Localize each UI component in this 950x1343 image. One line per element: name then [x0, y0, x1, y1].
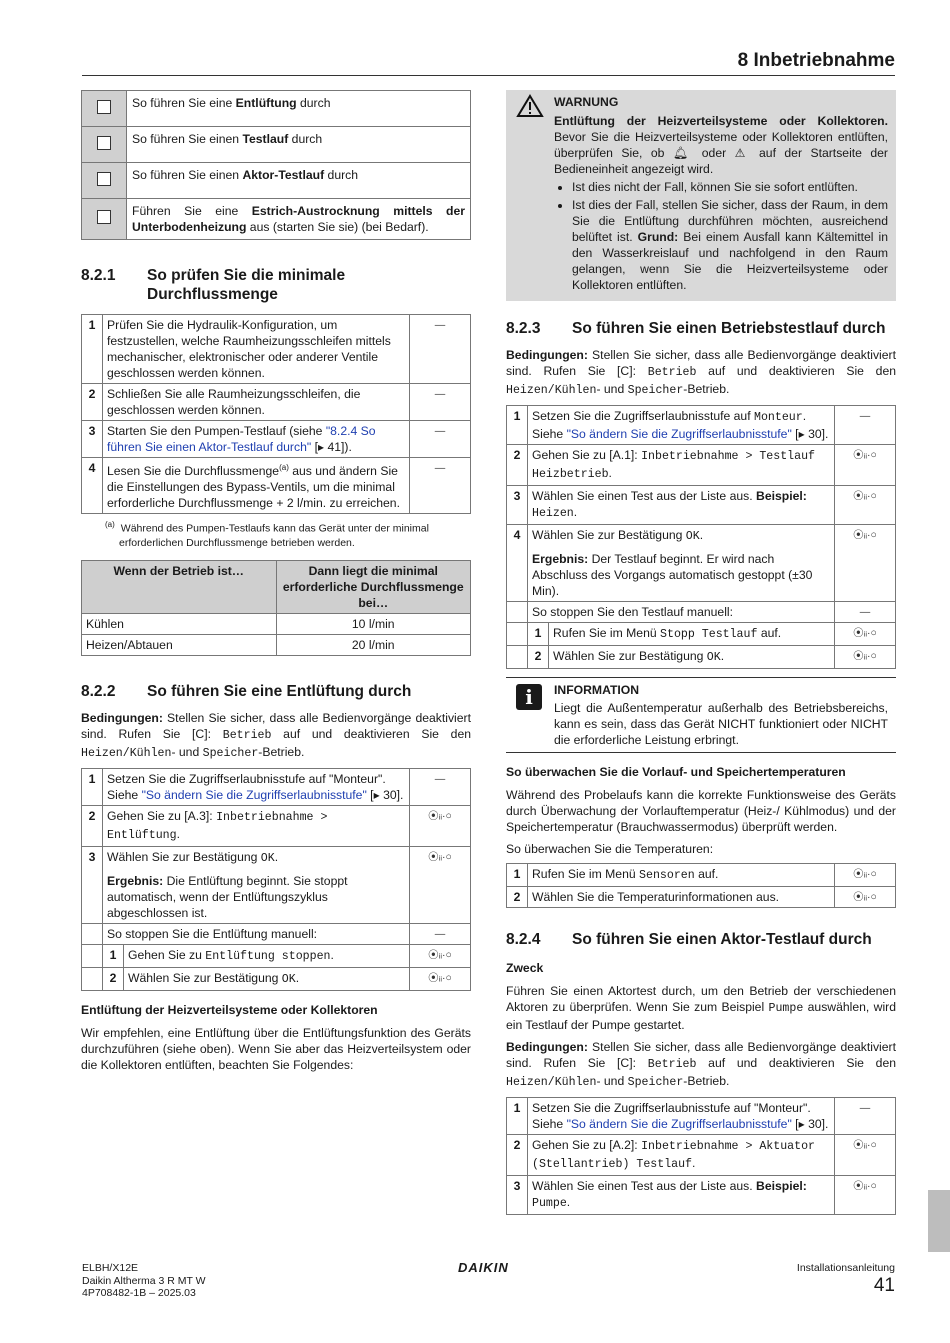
dial-icon: ⦿ᵢᵢ·○: [835, 623, 896, 646]
brand-logo: DAIKIN: [458, 1260, 509, 1275]
section-heading-824: 8.2.4 So führen Sie einen Aktor-Testlauf durch: [506, 931, 872, 948]
dial-icon: ⦿ᵢᵢ·○: [410, 967, 471, 990]
checklist-row: So führen Sie eine Entlüftung durch: [82, 91, 471, 127]
section-heading-821: 8.2.1 So prüfen Sie die minimale Durchflussmenge: [81, 267, 346, 303]
operation-test-steps: 1 Setzen Sie die Zugriffserlaubnisstufe auf Monteur. Siehe "So ändern Sie die Zugriffserlaubnisstufe" [▸ 30]. — 2 Gehen Sie zu [A.1]: Inbetriebnahme > Testlauf Heizbetrieb. ⦿ᵢᵢ·○ 3 Wählen Sie einen Test aus der Liste aus. Beispiel: Heizen. ⦿ᵢᵢ·○ 4 Wählen Sie zur Bestätigung OK. Ergebnis: Der Testlauf beginnt. Er wird nach Abschluss des Vorgangs automatisch gestoppt (±30 Min). ⦿ᵢᵢ·○ So stoppen Sie den Testlauf manuell: — 1 Rufen Sie im Menü Stopp Testlauf auf. ⦿ᵢᵢ·○ 2 Wählen Sie zur Bestätigung OK. ⦿ᵢᵢ·○: [506, 405, 896, 669]
checkbox[interactable]: [97, 136, 111, 150]
right-column: WARNUNG Entlüftung der Heizverteilsysteme oder Kollektoren. Bevor Sie die Heizverteilsysteme oder Kollektoren entlüften, überprüfen Sie, ob 🔔︎ oder ⚠︎ auf der Startseite der Bedieneinheit angezeigt wird. • Ist dies nicht der Fall, können Sie sie sofort entlüften. • Ist dies der Fall, stellen Sie sicher, dass der Raum, in dem Sie die Entlüftung durchführen möchten, ausreichend belüftet ist. Grund: Bei einem Ausfall kann Kältemittel in den Wasserkreislauf und nachfolgend in den Raum gelangen, wenn Sie die Heizverteilsysteme oder Kollektoren entlüften. 8.2.3 So führen Sie einen Betriebstestlauf durch Bedingungen: Stellen Sie sicher, dass alle Bedienvorgänge deaktiviert sind. Rufen Sie [C]: Betrieb auf und deaktivieren Sie den Heizen/Kühlen- und Speicher-Betrieb. 1 Setzen Sie die Zugriffserlaubnisstufe auf Monteur. Siehe "So ändern Sie die Zugriffserlaubnisstufe" [▸ 30]. — 2 Gehen Sie zu [A.1]: Inbetriebnahme > Testlauf Heizbetrieb. ⦿ᵢᵢ·○ 3 Wählen Sie einen Test aus der Liste aus. Beispiel: Heizen. ⦿ᵢᵢ·○ 4 Wählen Sie zur Bestätigung OK. Ergebnis: Der Testlauf beginnt. Er wird nach Abschluss des Vorgangs automatisch gestoppt (±30 Min). ⦿ᵢᵢ·○ So stoppen Sie den Testlauf manuell: — 1 Rufen Sie im Menü Stopp Testlauf auf. ⦿ᵢᵢ·○ 2 Wählen Sie zur Bestätigung OK. ⦿ᵢᵢ·○ i INFORMATION Liegt die Außentemperatur außerhalb des Betriebsbereichs, kann es sein, dass das Gerät NICHT funktioniert oder NICHT die erforderliche Leistung erbringt. So überwachen Sie die Vorlauf- und Speichertemperaturen Während des Probelaufs kann die korrekte Funktionsweise des Geräts durch Überwachung der Vorlauftemperatur (Heiz-/ Kühlmodus) und der Speichertemperatur (Brauchwassermodus) überprüft werden. So überwachen Sie die Temperaturen: 1 Rufen Sie im Menü Sensoren auf. ⦿ᵢᵢ·○ 2 Wählen Sie die Temperaturinformationen aus. ⦿ᵢᵢ·○ 8.2.4 So führen Sie einen Aktor-Testlauf durch Zweck Führen Sie einen Aktortest durch, um den Betrieb der verschiedenen Aktoren zu überprüfen. Wenn Sie zum Beispiel Pumpe auswählen, wird ein Testlauf der Pumpe gestartet. Bedingungen: Stellen Sie sicher, dass alle Bedienvorgänge deaktiviert sind. Rufen Sie [C]: Betrieb auf und deaktivieren Sie den Heizen/Kühlen- und Speicher-Betrieb. 1 Setzen Sie die Zugriffserlaubnisstufe auf "Monteur". Siehe "So ändern Sie die Zugriffserlaubnisstufe" [▸ 30]. — 2 Gehen Sie zu [A.2]: Inbetriebnahme > Aktuator (Stellantrieb) Testlauf. ⦿ᵢᵢ·○ 3 Wählen Sie einen Test aus der Liste aus. Beispiel: Pumpe. ⦿ᵢᵢ·○: [506, 90, 896, 1215]
venting-steps: 1 Setzen Sie die Zugriffserlaubnisstufe auf "Monteur". Siehe "So ändern Sie die Zugriffserlaubnisstufe" [▸ 30]. — 2 Gehen Sie zu [A.3]: Inbetriebnahme > Entlüftung. ⦿ᵢᵢ·○ 3 Wählen Sie zur Bestätigung OK. Ergebnis: Die Entlüftung beginnt. Sie stoppt automatisch, wenn der Entlüftungszyklus abgeschlossen ist. ⦿ᵢᵢ·○ So stoppen Sie die Entlüftung manuell: — 1 Gehen Sie zu Entlüftung stoppen. ⦿ᵢᵢ·○ 2 Wählen Sie zur Bestätigung OK. ⦿ᵢᵢ·○: [81, 768, 471, 991]
section-heading-823: 8.2.3 So führen Sie einen Betriebstestlauf durch: [506, 320, 886, 337]
section-heading-822: 8.2.2 So führen Sie eine Entlüftung durch: [81, 682, 412, 700]
subheading-venting: Entlüftung der Heizverteilsysteme oder Kollektoren: [81, 1002, 378, 1017]
warning-box: WARNUNG Entlüftung der Heizverteilsysteme oder Kollektoren. Bevor Sie die Heizverteilsysteme oder Kollektoren entlüften, überprüfen Sie, ob 🔔︎ oder ⚠︎ auf der Startseite der Bedieneinheit angezeigt wird. • Ist dies nicht der Fall, können Sie sie sofort entlüften. • Ist dies der Fall, stellen Sie sicher, dass der Raum, in dem Sie die Entlüftung durchführen möchten, ausreichend belüftet ist. Grund: Bei einem Ausfall kann Kältemittel in den Wasserkreislauf und nachfolgend in den Raum gelangen, wenn Sie die Heizverteilsysteme oder Kollektoren entlüften.: [506, 90, 896, 301]
step-row: 1 Setzen Sie die Zugriffserlaubnisstufe auf "Monteur". Siehe "So ändern Sie die Zugriffserlaubnisstufe" [▸ 30]. —: [82, 768, 471, 805]
page-edge-tab: [928, 1190, 950, 1252]
checklist-row: So führen Sie einen Aktor-Testlauf durch: [82, 163, 471, 199]
conditions-text: Bedingungen: Stellen Sie sicher, dass alle Bedienvorgänge deaktiviert sind. Rufen Sie [C]: Betrieb auf und deaktivieren Sie den Heizen/Kühlen- und Speicher-Betrieb.: [506, 1040, 896, 1089]
subheading-temperatures: So überwachen Sie die Vorlauf- und Speichertemperaturen: [506, 765, 846, 779]
flow-row: Kühlen 10 l/min: [82, 613, 471, 634]
footnote: $^{(a)}$ Während des Pumpen-Testlaufs kann das Gerät unter der minimal erforderlichen Durchflussmenge betrieben werden.: [105, 520, 429, 549]
dial-icon: ⦿ᵢᵢ·○: [835, 525, 896, 602]
dial-icon: ⦿ᵢᵢ·○: [835, 646, 896, 669]
temperature-steps: 1 Rufen Sie im Menü Sensoren auf. ⦿ᵢᵢ·○ 2 Wählen Sie die Temperaturinformationen aus. ⦿ᵢᵢ·○: [506, 863, 896, 908]
conditions-text: Bedingungen: Stellen Sie sicher, dass alle Bedienvorgänge deaktiviert sind. Rufen Sie [C]: Betrieb auf und deaktivieren Sie den Heizen/Kühlen- und Speicher-Betrieb.: [506, 348, 896, 397]
dial-icon: ⦿ᵢᵢ·○: [410, 846, 471, 923]
dial-icon: ⦿ᵢᵢ·○: [835, 864, 896, 887]
conditions-text: Bedingungen: Stellen Sie sicher, dass alle Bedienvorgänge deaktiviert sind. Rufen Sie [C]: Betrieb auf und deaktivieren Sie den Heizen/Kühlen- und Speicher-Betrieb.: [81, 710, 471, 760]
header-rule: [82, 75, 895, 76]
dial-icon: ⦿ᵢᵢ·○: [835, 486, 896, 525]
checklist-table: [81, 90, 471, 240]
step-row: 3 Starten Sie den Pumpen-Testlauf (siehe "8.2.4 So führen Sie einen Aktor-Testlauf durch" [▸ 41]). —: [82, 421, 471, 458]
step-row: 1 Prüfen Sie die Hydraulik-Konfiguration, um festzustellen, welche Raumheizungsschleifen mittels mechanischer, elektronischer oder anderer Ventile geschlossen werden können. —: [82, 315, 471, 384]
dial-icon: ⦿ᵢᵢ·○: [835, 887, 896, 908]
flow-table: Wenn der Betrieb ist… Dann liegt die minimal erforderliche Durchflussmenge bei… Kühlen 10 l/min Heizen/Abtauen 20 l/min: [81, 560, 471, 656]
cross-reference-link[interactable]: "So ändern Sie die Zugriffserlaubnisstufe": [566, 1117, 792, 1131]
step-row: 2 Schließen Sie alle Raumheizungsschleifen, die geschlossen werden können. —: [82, 384, 471, 421]
footer-info: ELBH/X12E Daikin Altherma 3 R MT W 4P708482-1B – 2025.03: [82, 1262, 206, 1299]
step-row: 2 Gehen Sie zu [A.3]: Inbetriebnahme > Entlüftung. ⦿ᵢᵢ·○: [82, 805, 471, 846]
information-box: i INFORMATION Liegt die Außentemperatur außerhalb des Betriebsbereichs, kann es sein, dass das Gerät NICHT funktioniert oder NICHT die erforderliche Leistung erbringt.: [506, 677, 896, 753]
checkbox[interactable]: [97, 172, 111, 186]
left-column: [81, 90, 471, 1079]
manual-type: Installationsanleitung: [796, 1262, 895, 1274]
info-icon: i: [516, 684, 542, 710]
cross-reference-link[interactable]: "So ändern Sie die Zugriffserlaubnisstufe": [566, 427, 792, 441]
dial-icon: ⦿ᵢᵢ·○: [410, 805, 471, 846]
chapter-title: 8 Inbetriebnahme: [737, 50, 895, 71]
warning-bullet: • Ist dies nicht der Fall, können Sie sie sofort entlüften.: [572, 179, 888, 195]
dial-icon: ⦿ᵢᵢ·○: [835, 445, 896, 486]
dial-icon: ⦿ᵢᵢ·○: [835, 1135, 896, 1176]
dial-icon: ⦿ᵢᵢ·○: [835, 1176, 896, 1215]
dial-icon: ⦿ᵢᵢ·○: [410, 944, 471, 967]
warning-icon: [516, 94, 544, 122]
cross-reference-link[interactable]: "8.2.4 So führen Sie einen Aktor-Testlauf durch": [107, 424, 376, 454]
step-row: 3 Wählen Sie zur Bestätigung OK. Ergebnis: Die Entlüftung beginnt. Sie stoppt automatisch, wenn der Entlüftungszyklus abgeschlossen ist. ⦿ᵢᵢ·○: [82, 846, 471, 923]
checkbox[interactable]: [97, 100, 111, 114]
actuator-test-steps: 1 Setzen Sie die Zugriffserlaubnisstufe auf "Monteur". Siehe "So ändern Sie die Zugriffserlaubnisstufe" [▸ 30]. — 2 Gehen Sie zu [A.2]: Inbetriebnahme > Aktuator (Stellantrieb) Testlauf. ⦿ᵢᵢ·○ 3 Wählen Sie einen Test aus der Liste aus. Beispiel: Pumpe. ⦿ᵢᵢ·○: [506, 1097, 896, 1215]
venting-body: Wir empfehlen, eine Entlüftung über die Entlüftungsfunktion des Geräts durchzuführen (siehe oben). Wenn Sie aber das Heizverteilsystem oder die Kollektoren entlüften, beachten Sie Folgendes:: [81, 1025, 471, 1072]
page-number: 41: [873, 1275, 895, 1296]
alert-icon: ⚠︎: [734, 146, 751, 160]
warning-bullet: • Ist dies der Fall, stellen Sie sicher, dass der Raum, in dem Sie die Entlüftung durchführen möchten, ausreichend belüftet ist. Grund: Bei einem Ausfall kann Kältemittel in den Wasserkreislauf und nachfolgend in den Raum gelangen, wenn Sie die Heizverteilsysteme oder Kollektoren entlüften.: [572, 197, 888, 293]
checklist-row: Führen Sie eine Estrich-Austrocknung mittels der Unterbodenheizung aus (starten Sie sie) (bei Bedarf).: [82, 199, 471, 240]
cross-reference-link[interactable]: "So ändern Sie die Zugriffserlaubnisstufe": [141, 787, 367, 802]
flow-row: Heizen/Abtauen 20 l/min: [82, 634, 471, 655]
step-row: 4 Lesen Sie die Durchflussmenge$^{(a)}$ aus und ändern Sie die Einstellungen des Bypass-Ventils, um die minimal erforderliche Durchflussmenge + 2 l/min. zu erreichen. —: [82, 458, 471, 514]
checkbox[interactable]: [97, 210, 111, 224]
flow-check-steps: [81, 314, 471, 514]
bell-icon: 🔔︎: [672, 146, 694, 160]
checklist-row: So führen Sie einen Testlauf durch: [82, 127, 471, 163]
